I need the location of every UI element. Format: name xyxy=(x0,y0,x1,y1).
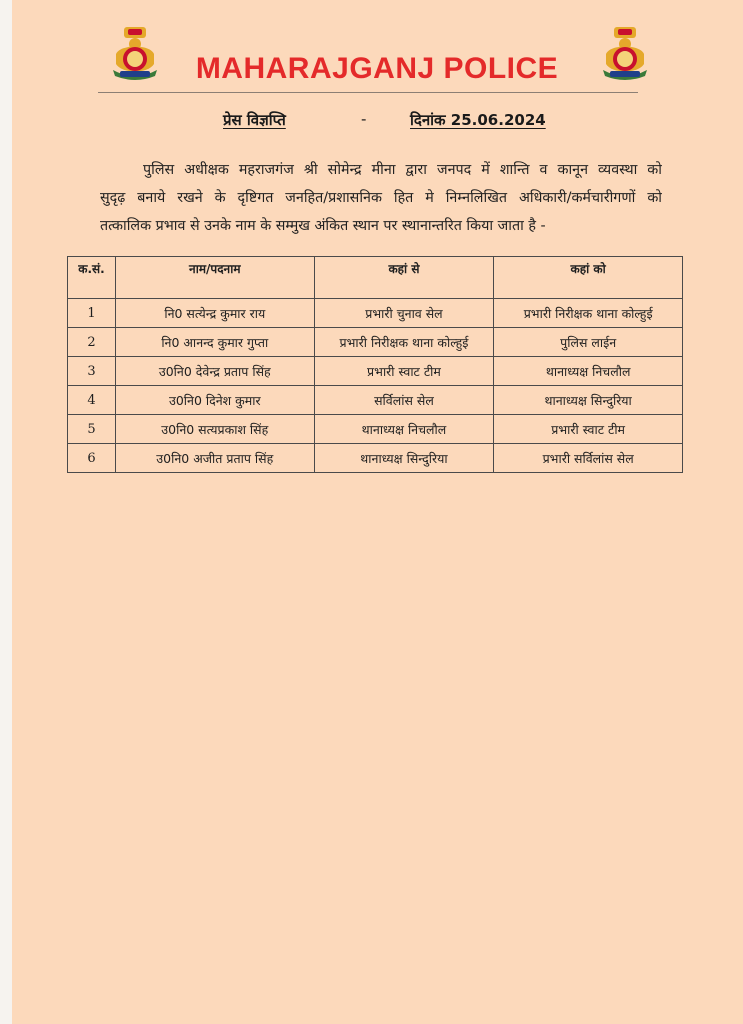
table-row xyxy=(68,357,683,386)
release-paragraph xyxy=(100,156,662,240)
cell-to: पुलिस लाईन xyxy=(494,328,683,357)
table-row xyxy=(68,415,683,444)
table-row xyxy=(68,328,683,357)
title-divider xyxy=(98,92,638,93)
cell-serial: 1 xyxy=(68,299,116,328)
cell-from: प्रभारी स्वाट टीम xyxy=(314,357,494,386)
table-row xyxy=(68,444,683,473)
cell-to: थानाध्यक्ष निचलौल xyxy=(494,357,683,386)
header-serial: क.सं. xyxy=(68,257,116,299)
cell-name: उ0नि0 सत्यप्रकाश सिंह xyxy=(115,415,314,444)
page-title: MAHARAJGANJ POLICE xyxy=(195,52,559,85)
cell-serial: 6 xyxy=(68,444,116,473)
table-row xyxy=(68,386,683,415)
cell-from: प्रभारी निरीक्षक थाना कोल्हुई xyxy=(314,328,494,357)
cell-name: नि0 आनन्द कुमार गुप्ता xyxy=(115,328,314,357)
paragraph-line: तत्कालिक प्रभाव से उनके नाम के सम्मुख अंकित स्थान पर स्थानान्तरित किया जाता है - xyxy=(100,218,546,234)
table-row xyxy=(68,299,683,328)
paragraph-line: पुलिस अधीक्षक महराजगंज श्री सोमेन्द्र मीना द्वारा जनपद में शान्ति व कानून व्यवस्था को xyxy=(143,162,662,178)
release-date: दिनांक 25.06.2024 xyxy=(410,111,546,129)
cell-from: थानाध्यक्ष सिन्दुरिया xyxy=(314,444,494,473)
cell-name: नि0 सत्येन्द्र कुमार राय xyxy=(115,299,314,328)
up-police-emblem-icon xyxy=(598,26,652,82)
cell-serial: 4 xyxy=(68,386,116,415)
header-name: नाम/पदनाम xyxy=(115,257,314,299)
cell-from: प्रभारी चुनाव सेल xyxy=(314,299,494,328)
table-header-row xyxy=(68,257,683,299)
paragraph-line: सुदृढ़ बनाये रखने के दृष्टिगत जनहित/प्रशासनिक हित मे निम्नलिखित अधिकारी/कर्मचारीगणों को xyxy=(100,190,662,206)
cell-to: प्रभारी सर्विलांस सेल xyxy=(494,444,683,473)
header-from: कहां से xyxy=(314,257,494,299)
cell-serial: 5 xyxy=(68,415,116,444)
press-release-page xyxy=(12,0,743,1024)
cell-name: उ0नि0 दिनेश कुमार xyxy=(115,386,314,415)
cell-name: उ0नि0 अजीत प्रताप सिंह xyxy=(115,444,314,473)
cell-to: प्रभारी निरीक्षक थाना कोल्हुई xyxy=(494,299,683,328)
press-dash: - xyxy=(361,110,367,128)
cell-serial: 3 xyxy=(68,357,116,386)
press-release-label: प्रेस विज्ञप्ति xyxy=(223,111,286,129)
header-to: कहां को xyxy=(494,257,683,299)
transfer-table xyxy=(67,256,683,473)
cell-serial: 2 xyxy=(68,328,116,357)
up-police-emblem-icon xyxy=(108,26,162,82)
cell-name: उ0नि0 देवेन्द्र प्रताप सिंह xyxy=(115,357,314,386)
cell-from: सर्विलांस सेल xyxy=(314,386,494,415)
cell-to: प्रभारी स्वाट टीम xyxy=(494,415,683,444)
cell-from: थानाध्यक्ष निचलौल xyxy=(314,415,494,444)
cell-to: थानाध्यक्ष सिन्दुरिया xyxy=(494,386,683,415)
